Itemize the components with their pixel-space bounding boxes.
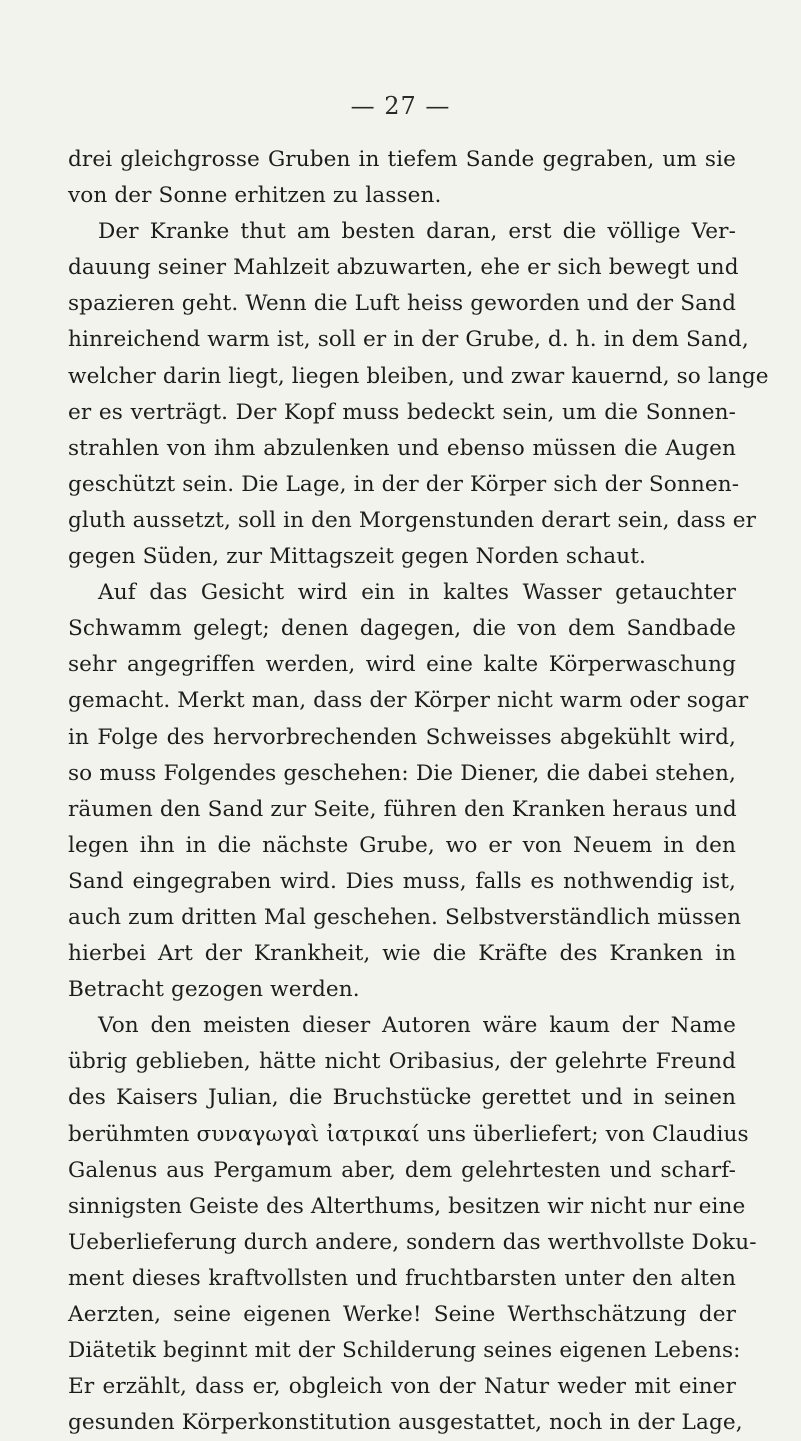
text-line: hinreichend warm ist, soll er in der Grube, d. h. in dem Sand, <box>68 327 749 353</box>
text-line: Von den meisten dieser Autoren wäre kaum der Name <box>98 1013 736 1039</box>
text-line: Auf das Gesicht wird ein in kaltes Wasser getauchter <box>98 580 736 606</box>
text-line: gluth aussetzt, soll in den Morgenstunden derart sein, dass er <box>68 507 757 533</box>
text-line: Diätetik beginnt mit der Schilderung seines eigenen Lebens: <box>68 1338 741 1364</box>
text-line: des Kaisers Julian, die Bruchstücke gerettet und in seinen <box>68 1085 736 1111</box>
text-line: dauung seiner Mahlzeit abzuwarten, ehe er sich bewegt und <box>68 255 739 281</box>
text-line: gesunden Körperkonstitution ausgestattet, noch in der Lage, <box>68 1410 743 1436</box>
text-line: Galenus aus Pergamum aber, dem gelehrtesten und scharf- <box>68 1157 736 1183</box>
text-line: so muss Folgendes geschehen: Die Diener, die dabei stehen, <box>68 760 736 786</box>
text-line: Schwamm gelegt; denen dagegen, die von dem Sandbade <box>68 616 736 642</box>
text-line: in Folge des hervorbrechenden Schweisses abgekühlt wird, <box>68 724 736 750</box>
text-line: Er erzählt, dass er, obgleich von der Natur weder mit einer <box>68 1374 736 1400</box>
text-line: er es verträgt. Der Kopf muss bedeckt sein, um die Sonnen- <box>68 399 736 425</box>
text-line: von der Sonne erhitzen zu lassen. <box>68 183 442 209</box>
text-line: spazieren geht. Wenn die Luft heiss geworden und der Sand <box>68 291 736 317</box>
text-line: Betracht gezogen werden. <box>68 977 360 1003</box>
text-line: berühmten συναγωγαὶ ἰατρικαί uns überliefert; von Claudius <box>68 1121 749 1147</box>
text-line: geschützt sein. Die Lage, in der der Körper sich der Sonnen- <box>68 471 740 497</box>
text-line: Der Kranke thut am besten daran, erst die völlige Ver- <box>98 219 736 245</box>
text-line: sehr angegriffen werden, wird eine kalte Körperwaschung <box>68 652 736 678</box>
text-line: Aerzten, seine eigenen Werke! Seine Werthschätzung der <box>68 1302 736 1327</box>
text-line: auch zum dritten Mal geschehen. Selbstverständlich müssen <box>68 904 742 930</box>
body-text <box>68 142 769 1441</box>
text-line: legen ihn in die nächste Grube, wo er von Neuem in den <box>68 832 736 858</box>
page-number: — 27 — <box>350 92 451 120</box>
text-line: gegen Süden, zur Mittagszeit gegen Norden schaut. <box>68 544 647 570</box>
text-line: ment dieses kraftvollsten und fruchtbarsten unter den alten <box>68 1265 736 1291</box>
text-line: welcher darin liegt, liegen bleiben, und zwar kauernd, so lange <box>68 363 769 389</box>
text-line: Sand eingegraben wird. Dies muss, falls es nothwendig ist, <box>68 868 736 894</box>
text-line: strahlen von ihm abzulenken und ebenso müssen die Augen <box>68 435 736 461</box>
text-line: übrig geblieben, hätte nicht Oribasius, der gelehrte Freund <box>68 1049 736 1075</box>
text-line: gemacht. Merkt man, dass der Körper nicht warm oder sogar <box>68 688 749 714</box>
text-line: sinnigsten Geiste des Alterthums, besitzen wir nicht nur eine <box>68 1193 746 1219</box>
text-line: drei gleichgrosse Gruben in tiefem Sande gegraben, um sie <box>68 147 736 172</box>
text-line: räumen den Sand zur Seite, führen den Kranken heraus und <box>68 796 737 822</box>
text-line: Ueberlieferung durch andere, sondern das werthvollste Doku- <box>68 1229 757 1255</box>
text-line: hierbei Art der Krankheit, wie die Kräfte des Kranken in <box>68 941 736 967</box>
